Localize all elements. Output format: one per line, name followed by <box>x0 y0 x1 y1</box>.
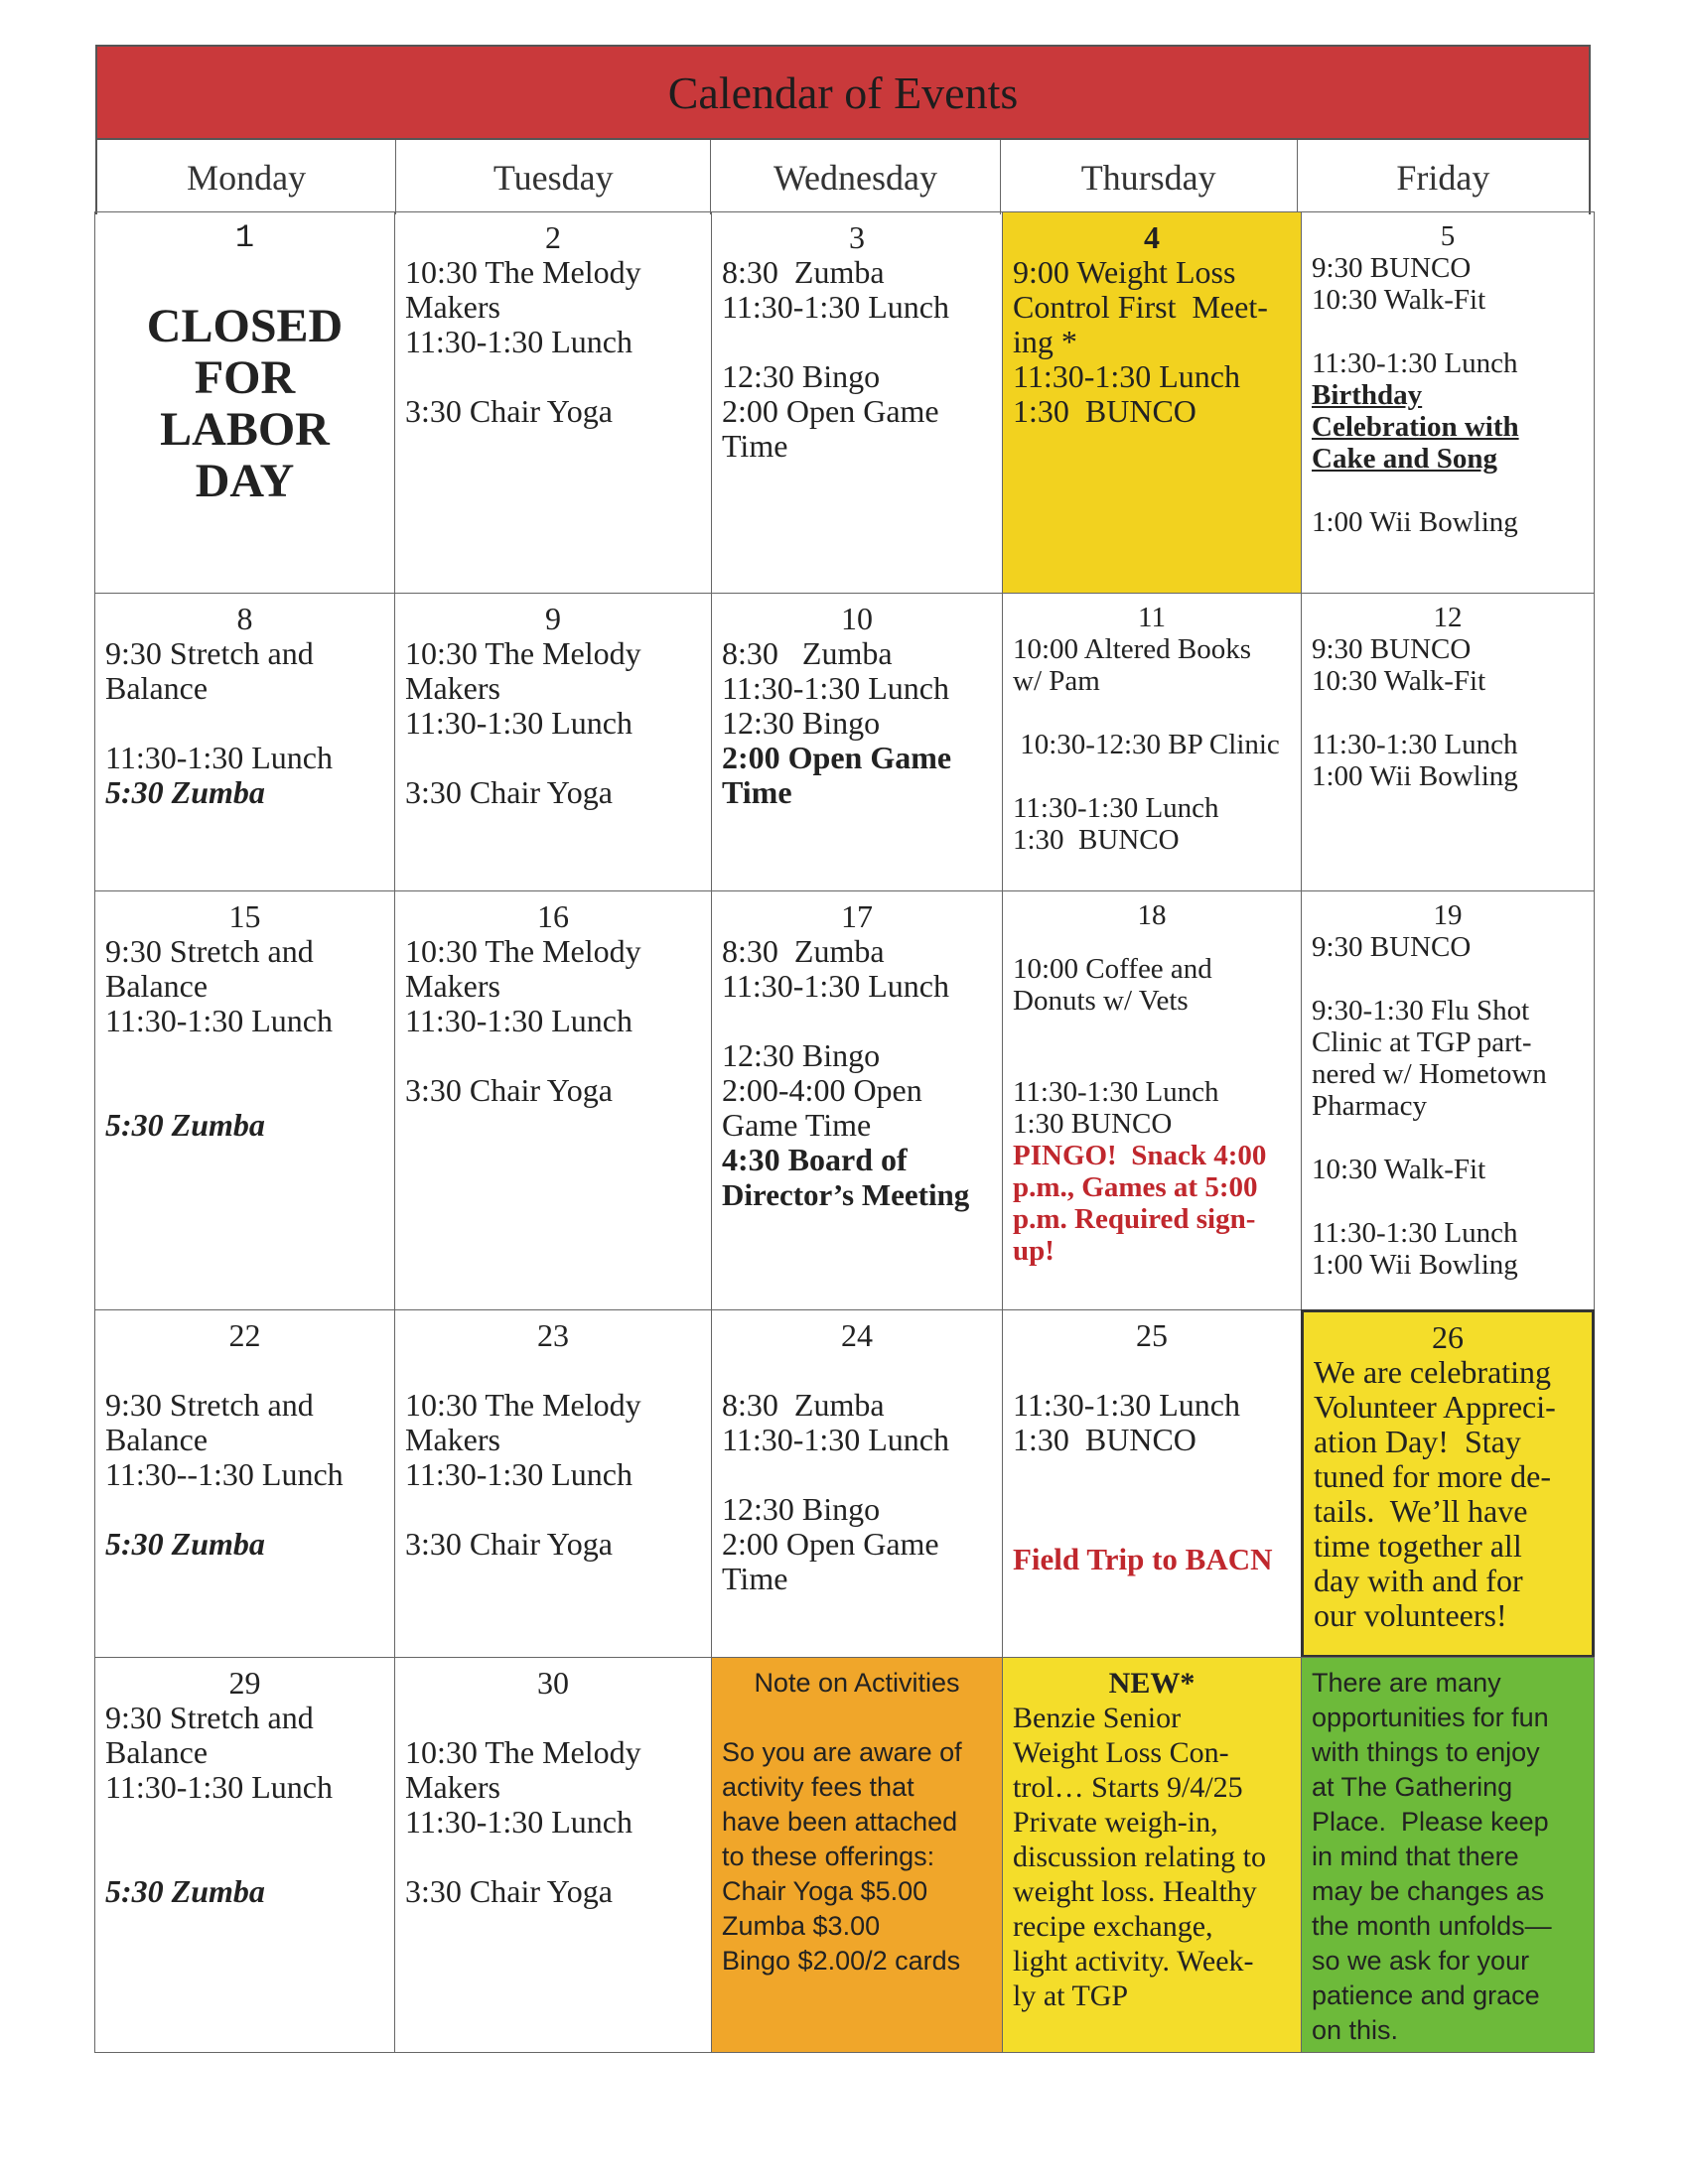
day-number: 4 <box>1144 219 1160 255</box>
week-row-2 <box>95 594 1595 891</box>
event-line: 11:30-1:30 Lunch <box>405 1003 633 1038</box>
event-line: 11:30-1:30 Lunch <box>105 1003 333 1038</box>
day-number: 11 <box>1138 602 1166 633</box>
event-line: 9:30 Stretch and <box>105 635 314 671</box>
event-line: 11:30-1:30 Lunch <box>722 289 949 325</box>
activity-fees-note <box>711 1657 1003 2053</box>
event-line: Makers <box>405 289 500 325</box>
event-line: 12:30 Bingo <box>722 1491 881 1527</box>
note-line: discussion relating to <box>1013 1841 1266 1873</box>
day-cell-25 <box>1002 1309 1302 1658</box>
note-line: Bingo $2.00/2 cards <box>722 1946 961 1976</box>
note-line: weight loss. Healthy <box>1013 1875 1257 1908</box>
weekday-wednesday: Wednesday <box>711 140 1000 214</box>
day-cell-22 <box>94 1309 395 1658</box>
event-line: day with and for <box>1314 1563 1523 1598</box>
note-heading: Note on Activities <box>754 1668 960 1698</box>
note-line: on this. <box>1312 2015 1399 2045</box>
zumba-line: 5:30 Zumba <box>105 1873 265 1909</box>
day-cell-12 <box>1301 593 1595 891</box>
event-line: 10:30 Walk-Fit <box>1312 665 1486 697</box>
event-line-bold: Director’s Meeting <box>722 1177 970 1212</box>
zumba-line: 5:30 Zumba <box>105 1526 265 1562</box>
event-line: 3:30 Chair Yoga <box>405 393 613 429</box>
weight-loss-note <box>1002 1657 1302 2053</box>
event-line: 11:30-1:30 Lunch <box>1312 347 1518 379</box>
day-number: 24 <box>841 1317 873 1353</box>
pingo-line: up! <box>1013 1235 1055 1267</box>
field-trip-line: Field Trip to BACN <box>1013 1542 1273 1576</box>
event-line: 11:30-1:30 Lunch <box>1312 729 1518 760</box>
note-line: Weight Loss Con- <box>1013 1736 1229 1769</box>
day-number: 23 <box>537 1317 569 1353</box>
event-line: 9:30-1:30 Flu Shot <box>1312 995 1530 1026</box>
weekday-friday: Friday <box>1396 157 1490 198</box>
week-row-4 <box>95 1310 1595 1658</box>
weekday-header-row <box>95 140 1591 214</box>
event-line: We are celebrating <box>1314 1354 1552 1390</box>
note-line: So you are aware of <box>722 1737 962 1767</box>
day-number: 3 <box>849 219 865 255</box>
event-line: Volunteer Appreci- <box>1314 1389 1556 1425</box>
birthday-line: Cake and Song <box>1312 443 1497 475</box>
weekday-tuesday: Tuesday <box>396 140 711 214</box>
event-line: 10:00 Coffee and <box>1013 953 1212 985</box>
event-line: 11:30-1:30 Lunch <box>722 968 949 1004</box>
event-line: Makers <box>405 1769 500 1805</box>
event-line: tails. We’ll have <box>1314 1493 1528 1529</box>
event-line: 9:30 BUNCO <box>1312 633 1472 665</box>
event-line: our volunteers! <box>1314 1597 1507 1633</box>
event-line: 2:00 Open Game <box>722 393 939 429</box>
event-line: 11:30--1:30 Lunch <box>105 1456 344 1492</box>
day-cell-23 <box>394 1309 712 1658</box>
closed-line: DAY <box>195 455 295 507</box>
note-line: activity fees that <box>722 1772 914 1802</box>
event-line: Balance <box>105 670 209 706</box>
event-line: 10:30 The Melody <box>405 933 641 969</box>
pingo-line: p.m., Games at 5:00 <box>1013 1171 1258 1203</box>
event-line: 1:30 BUNCO <box>1013 824 1180 856</box>
day-number: 12 <box>1433 602 1463 633</box>
event-line: 10:30 The Melody <box>405 1734 641 1770</box>
event-line: 11:30-1:30 Lunch <box>1312 1217 1518 1249</box>
event-line: 11:30-1:30 Lunch <box>405 1456 633 1492</box>
day-number: 25 <box>1136 1317 1168 1353</box>
event-line: 11:30-1:30 Lunch <box>105 1769 333 1805</box>
closed-line: FOR <box>194 351 296 404</box>
event-line: 2:00 Open Game <box>722 1526 939 1562</box>
weekday-thursday: Thursday <box>1001 140 1298 214</box>
event-line: ing * <box>1013 324 1077 359</box>
closed-line: LABOR <box>160 403 330 456</box>
calendar-title: Calendar of Events <box>667 67 1019 118</box>
note-line: the month unfolds— <box>1312 1911 1552 1941</box>
day-number: 26 <box>1432 1319 1464 1355</box>
note-line: with things to enjoy <box>1312 1737 1540 1767</box>
event-line: Control First Meet- <box>1013 289 1268 325</box>
birthday-line: Birthday <box>1312 379 1423 411</box>
note-line: light activity. Week- <box>1013 1945 1254 1978</box>
day-cell-4 <box>1002 211 1302 594</box>
week-row-5 <box>95 1658 1595 2053</box>
event-line: Makers <box>405 968 500 1004</box>
event-line: 3:30 Chair Yoga <box>405 1072 613 1108</box>
event-line: time together all <box>1314 1528 1522 1564</box>
birthday-line: Celebration with <box>1312 411 1519 443</box>
event-line: Balance <box>105 1422 209 1457</box>
note-line: to these offerings: <box>722 1842 935 1871</box>
note-line: Private weigh-in, <box>1013 1806 1218 1839</box>
day-cell-16 <box>394 890 712 1310</box>
event-line: 9:30 Stretch and <box>105 1700 314 1735</box>
event-line: ation Day! Stay <box>1314 1424 1521 1459</box>
note-line: There are many <box>1312 1668 1501 1698</box>
pingo-line: PINGO! Snack 4:00 <box>1013 1140 1267 1171</box>
day-number: 10 <box>841 601 873 636</box>
event-line: 9:00 Weight Loss <box>1013 254 1236 290</box>
day-cell-18 <box>1002 890 1302 1310</box>
zumba-line: 5:30 Zumba <box>105 1107 265 1143</box>
day-number: 18 <box>1137 899 1167 931</box>
day-number: 30 <box>537 1665 569 1701</box>
event-line: 10:30-12:30 BP Clinic <box>1013 729 1280 760</box>
day-cell-1 <box>94 211 395 594</box>
event-line: 9:30 BUNCO <box>1312 252 1472 284</box>
note-line: recipe exchange, <box>1013 1910 1213 1943</box>
event-line: 11:30-1:30 Lunch <box>1013 358 1240 394</box>
day-number: 2 <box>545 219 561 255</box>
day-cell-10 <box>711 593 1003 891</box>
event-line: 2:00-4:00 Open <box>722 1072 922 1108</box>
day-number: 8 <box>236 601 253 636</box>
event-line: 1:00 Wii Bowling <box>1312 760 1518 792</box>
event-line: 1:00 Wii Bowling <box>1312 1249 1518 1281</box>
event-line: 3:30 Chair Yoga <box>405 774 613 810</box>
pingo-line: p.m. Required sign- <box>1013 1203 1256 1235</box>
event-line: 11:30-1:30 Lunch <box>1013 1076 1219 1108</box>
note-line: may be changes as <box>1312 1876 1545 1906</box>
event-line: 1:30 BUNCO <box>1013 393 1196 429</box>
note-line: Chair Yoga $5.00 <box>722 1876 928 1906</box>
event-line: 11:30-1:30 Lunch <box>722 670 949 706</box>
event-line: 8:30 Zumba <box>722 254 885 290</box>
day-cell-8 <box>94 593 395 891</box>
event-line: 11:30-1:30 Lunch <box>405 324 633 359</box>
day-cell-15 <box>94 890 395 1310</box>
event-line: 9:30 Stretch and <box>105 933 314 969</box>
closed-line: CLOSED <box>146 300 344 352</box>
note-line: patience and grace <box>1312 1980 1540 2010</box>
day-number: 17 <box>841 898 873 934</box>
week-row-1 <box>95 212 1595 594</box>
day-number: 5 <box>1440 220 1456 252</box>
day-number: 9 <box>545 601 561 636</box>
calendar-title-bar <box>95 45 1591 140</box>
event-line: 12:30 Bingo <box>722 1037 881 1073</box>
weekday-monday: Monday <box>97 140 396 214</box>
event-line: 11:30-1:30 Lunch <box>722 1422 949 1457</box>
event-line-bold: 4:30 Board of <box>722 1142 908 1177</box>
week-row-3 <box>95 891 1595 1310</box>
day-cell-19 <box>1301 890 1595 1310</box>
event-line: 12:30 Bingo <box>722 358 881 394</box>
event-line: 12:30 Bingo <box>722 705 881 741</box>
note-line: opportunities for fun <box>1312 1703 1549 1732</box>
event-line: 11:30-1:30 Lunch <box>1013 1387 1240 1423</box>
event-line: 1:00 Wii Bowling <box>1312 506 1518 538</box>
event-line: 11:30-1:30 Lunch <box>405 1804 633 1840</box>
event-line: 8:30 Zumba <box>722 933 885 969</box>
note-line: so we ask for your <box>1312 1946 1530 1976</box>
event-line: 8:30 Zumba <box>722 1387 885 1423</box>
note-line: have been attached <box>722 1807 958 1837</box>
event-line: 10:30 Walk-Fit <box>1312 284 1486 316</box>
day-cell-5 <box>1301 211 1595 594</box>
event-line: Time <box>722 1561 788 1596</box>
event-line: 10:30 Walk-Fit <box>1312 1154 1486 1185</box>
event-line-bold: 2:00 Open Game <box>722 740 952 775</box>
event-line: 1:30 BUNCO <box>1013 1422 1196 1457</box>
event-line: 10:30 The Melody <box>405 635 641 671</box>
day-cell-11 <box>1002 593 1302 891</box>
event-line: Balance <box>105 1734 209 1770</box>
event-line: Balance <box>105 968 209 1004</box>
event-line: 3:30 Chair Yoga <box>405 1873 613 1909</box>
event-line: 8:30 Zumba <box>722 635 893 671</box>
event-line: Time <box>722 428 788 464</box>
event-line: Makers <box>405 1422 500 1457</box>
note-line: Zumba $3.00 <box>722 1911 881 1941</box>
day-cell-30 <box>394 1657 712 2053</box>
day-number: 16 <box>537 898 569 934</box>
day-cell-2 <box>394 211 712 594</box>
note-line: Benzie Senior <box>1013 1702 1182 1734</box>
day-number: 19 <box>1433 899 1463 931</box>
event-line: 3:30 Chair Yoga <box>405 1526 613 1562</box>
event-line-bold: Time <box>722 774 792 810</box>
event-line: nered w/ Hometown <box>1312 1058 1547 1090</box>
event-line: 11:30-1:30 Lunch <box>105 740 333 775</box>
opportunities-note <box>1301 1657 1595 2053</box>
event-line: 1:30 BUNCO <box>1013 1108 1173 1140</box>
day-cell-3 <box>711 211 1003 594</box>
event-line: w/ Pam <box>1013 665 1100 697</box>
event-line: 10:30 The Melody <box>405 1387 641 1423</box>
event-line: 11:30-1:30 Lunch <box>405 705 633 741</box>
event-line: Makers <box>405 670 500 706</box>
note-line: in mind that there <box>1312 1842 1519 1871</box>
event-line: 9:30 BUNCO <box>1312 931 1472 963</box>
day-cell-9 <box>394 593 712 891</box>
event-line: Clinic at TGP part- <box>1312 1026 1532 1058</box>
note-line: ly at TGP <box>1013 1979 1129 2012</box>
note-heading: NEW* <box>1108 1667 1196 1700</box>
event-line: tuned for more de- <box>1314 1458 1552 1494</box>
event-line: 10:30 The Melody <box>405 254 641 290</box>
day-number: 29 <box>228 1665 261 1701</box>
event-line: 10:00 Altered Books <box>1013 633 1252 665</box>
day-number: 15 <box>228 898 261 934</box>
day-cell-17 <box>711 890 1003 1310</box>
day-cell-29 <box>94 1657 395 2053</box>
day-number: 22 <box>228 1317 261 1353</box>
zumba-line: 5:30 Zumba <box>105 774 265 810</box>
event-line: Pharmacy <box>1312 1090 1427 1122</box>
event-line: Game Time <box>722 1107 872 1143</box>
event-line: 11:30-1:30 Lunch <box>1013 792 1219 824</box>
day-cell-24 <box>711 1309 1003 1658</box>
note-line: at The Gathering <box>1312 1772 1513 1802</box>
event-line: Donuts w/ Vets <box>1013 985 1189 1017</box>
note-line: Place. Please keep <box>1312 1807 1549 1837</box>
day-cell-26 <box>1301 1309 1595 1658</box>
note-line: trol… Starts 9/4/25 <box>1013 1771 1243 1804</box>
event-line: 9:30 Stretch and <box>105 1387 314 1423</box>
day-number: 1 <box>234 219 255 256</box>
